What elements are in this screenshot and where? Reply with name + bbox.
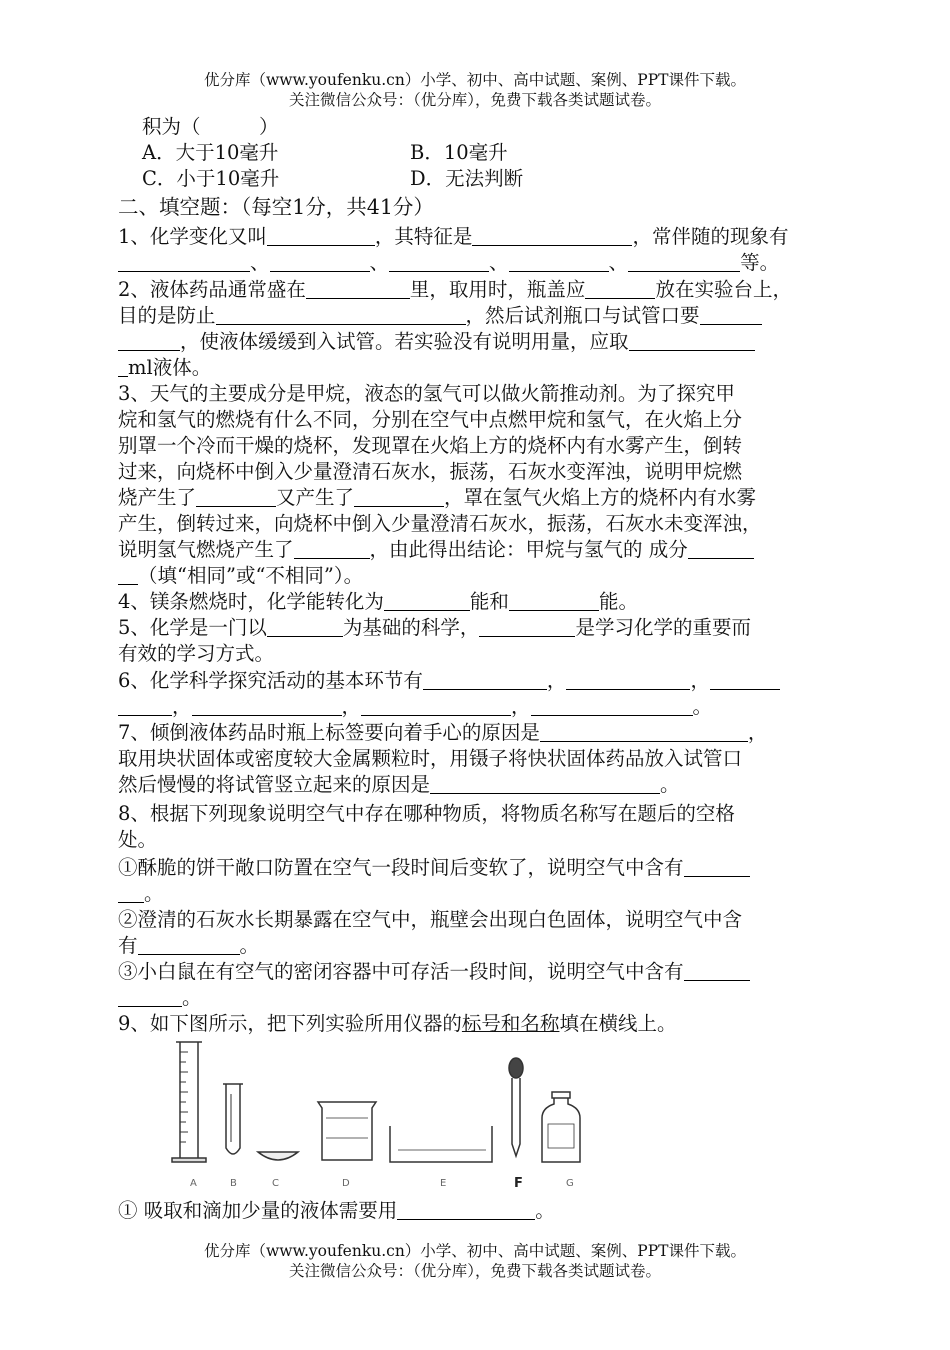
q3-line-1: 3、天气的主要成分是甲烷，液态的氢气可以做火箭推动剂。为了探究甲: [118, 382, 735, 405]
question-7-line-3: [118, 772, 680, 798]
option-c: C．小于10毫升: [142, 167, 280, 190]
q2-blank-5-cont[interactable]: [118, 357, 128, 377]
q2-blank-3[interactable]: [216, 305, 466, 325]
dropper: [509, 1058, 523, 1156]
q5-blank-1[interactable]: [267, 617, 343, 637]
reagent-bottle: [542, 1092, 580, 1162]
q8-blank-1-cont[interactable]: [118, 883, 144, 903]
q8-line-2: 处。: [118, 828, 158, 851]
q7-blank-2[interactable]: [430, 774, 660, 794]
q6-sep: ，: [690, 669, 710, 692]
q3-blank-1[interactable]: [196, 487, 276, 507]
q6-blank-2[interactable]: [566, 670, 690, 690]
q8-text-3: ③小白鼠在有空气的密闭容器中可存活一段时间，说明空气中含有: [118, 960, 684, 983]
page-footer: [0, 1241, 950, 1281]
q4-blank-1[interactable]: [384, 591, 470, 611]
q2-text-1: 2、液体药品通常盛在: [118, 278, 306, 301]
option-b: B．10毫升: [410, 141, 508, 164]
q3-text-8: （填“相同”或“不相同”）。: [138, 564, 364, 587]
q1-sep: 、: [608, 251, 629, 274]
evaporating-dish: [258, 1152, 298, 1160]
question-6: [118, 668, 780, 694]
q1-blank-1[interactable]: [267, 226, 375, 246]
question-5-line-2: 有效的学习方式。: [118, 642, 275, 665]
question-7-line-2: 取用块状固体或密度较大金属颗粒时，用镊子将快状固体药品放入试管口: [118, 747, 743, 770]
q8-line-1: 8、根据下列现象说明空气中存在哪种物质，将物质名称写在题后的空格: [118, 802, 735, 825]
q4-blank-2[interactable]: [509, 591, 599, 611]
q6-blank-3-cont[interactable]: [118, 696, 172, 716]
q8-item-2-line-2: [118, 933, 259, 959]
q1-sep: 、: [369, 251, 390, 274]
page-header: [0, 70, 950, 110]
footer-line-1: 优分库（www.youfenku.cn）小学、初中、高中试题、案例、PPT课件下载。: [203, 1242, 747, 1260]
q8-blank-2[interactable]: [138, 935, 240, 955]
header-line-1: 优分库（www.youfenku.cn）小学、初中、高中试题、案例、PPT课件下载。: [203, 71, 747, 89]
q2-blank-2[interactable]: [585, 279, 655, 299]
question-2-line-4: [118, 355, 211, 381]
footer-line-2: 关注微信公众号：（优分库），免费下载各类试题试卷。: [288, 1262, 661, 1280]
q3-line-5: [118, 485, 756, 511]
q1-end: 等。: [740, 251, 780, 274]
question-9: [118, 1011, 676, 1037]
q9-blank-1[interactable]: [397, 1200, 535, 1220]
q2-blank-4-cont[interactable]: [118, 331, 180, 351]
q6-blank-1[interactable]: [423, 670, 547, 690]
q3-text-7a: 说明氢气燃烧产生了: [118, 538, 294, 561]
question-1: [118, 224, 788, 250]
q9-underlined: 标号和名称: [461, 1012, 560, 1035]
q1-text-3: ，常伴随的现象有: [632, 225, 789, 248]
question-2: [118, 277, 792, 303]
q3-blank-2[interactable]: [354, 487, 444, 507]
q8-item-2: ②澄清的石灰水长期暴露在空气中，瓶壁会出现白色固体，说明空气中含: [118, 908, 743, 931]
q1-blank-2[interactable]: [472, 226, 632, 246]
q2-blank-1[interactable]: [306, 279, 410, 299]
q9-end: 。: [535, 1199, 555, 1222]
figure-label-c: C: [272, 1178, 279, 1189]
q3-line-7: [118, 537, 754, 563]
q6-end: 。: [692, 695, 713, 718]
q9-text-1: 9、如下图所示，把下列实验所用仪器的: [118, 1012, 462, 1035]
figure-label-f: F: [514, 1176, 523, 1191]
q6-blank-6[interactable]: [531, 696, 693, 716]
q8-dot: 。: [182, 986, 202, 1009]
q3-line-3: 别罩一个冷而干燥的烧杯，发现罩在火焰上方的烧杯内有水雾产生，倒转: [118, 434, 743, 457]
header-line-2: 关注微信公众号：（优分库），免费下载各类试题试卷。: [288, 91, 661, 109]
q2-text-6: ，使液体缓缓到入试管。若实验没有说明用量，应取: [180, 330, 629, 353]
q8-blank-1[interactable]: [684, 857, 750, 877]
q1-blank-7[interactable]: [628, 252, 740, 272]
q8-text-2b: 有: [118, 934, 138, 957]
q8-blank-3[interactable]: [684, 961, 750, 981]
figure-label-e: E: [440, 1178, 447, 1189]
q5-text-3: 是学习化学的重要而: [575, 616, 751, 639]
q8-item-1: [118, 855, 750, 881]
q2-text-5: ，然后试剂瓶口与试管口要: [465, 304, 700, 327]
q9-text-3: 填在横线上。: [559, 1012, 677, 1035]
q2-text-3: 放在实验台上，: [655, 278, 792, 301]
q8-item-1-line-2: [118, 881, 164, 907]
q3-text-7b: ，由此得出结论：甲烷与氢气的 成分: [369, 538, 688, 561]
apparatus-figure: [168, 1038, 608, 1196]
q3-blank-4[interactable]: [688, 539, 754, 559]
question-1-line-2: [118, 250, 779, 276]
q1-blank-6[interactable]: [509, 252, 609, 272]
q8-dot: 。: [144, 882, 164, 905]
figure-label-d: D: [342, 1178, 350, 1189]
q4-text-2: 能和: [469, 590, 509, 613]
q3-line-8: [118, 563, 363, 589]
q9-sub1-text: ① 吸取和滴加少量的液体需要用: [118, 1199, 398, 1222]
question-2-line-3: [118, 329, 755, 355]
q6-sep: ，: [341, 695, 362, 718]
q6-sep: ，: [511, 695, 531, 718]
question-2-line-2: [118, 303, 762, 329]
q2-text-7: ml液体。: [128, 356, 212, 379]
question-7: [118, 720, 767, 746]
q4-text-3: 能。: [598, 590, 638, 613]
q5-blank-2[interactable]: [479, 617, 575, 637]
question-4: [118, 589, 638, 615]
option-a: A．大于10毫升: [142, 141, 279, 164]
graduated-cylinder: [172, 1042, 206, 1162]
q8-item-3-line-2: [118, 985, 202, 1011]
figure-label-g: G: [566, 1178, 574, 1189]
q8-item-3: [118, 959, 750, 985]
q1-sep: 、: [250, 251, 270, 274]
test-tube: [223, 1084, 243, 1154]
q8-text-1: ①酥脆的饼干敞口防置在空气一段时间后变软了，说明空气中含有: [118, 856, 684, 879]
figure-label-b: B: [230, 1178, 237, 1189]
q6-sep: ，: [546, 669, 567, 692]
q3-line-4: 过来，向烧杯中倒入少量澄清石灰水，振荡，石灰水变浑浊，说明甲烷燃: [118, 460, 743, 483]
q1-blank-3[interactable]: [118, 252, 250, 272]
q7-text-2: ，: [747, 721, 768, 744]
q7-blank-1[interactable]: [540, 722, 748, 742]
q7-text-4: 然后慢慢的将试管竖立起来的原因是: [118, 773, 431, 796]
q4-text-1: 4、镁条燃烧时，化学能转化为: [118, 590, 384, 613]
q3-line-2: 烷和氢气的燃烧有什么不同，分别在空气中点燃甲烷和氢气，在火焰上分: [118, 408, 743, 431]
q2-blank-4[interactable]: [700, 305, 762, 325]
q1-text-1: 1、化学变化又叫: [118, 225, 267, 248]
q6-sep: ，: [172, 695, 192, 718]
q2-text-2: 里，取用时，瓶盖应: [409, 278, 586, 301]
q6-blank-5[interactable]: [361, 696, 511, 716]
option-d: D．无法判断: [410, 167, 524, 190]
q7-text-5: 。: [660, 773, 680, 796]
q2-text-4: 目的是防止: [118, 304, 216, 327]
q3-blank-4-cont[interactable]: [118, 565, 138, 585]
question-6-line-2: [118, 694, 712, 720]
prev-question-tail: 积为（ ）: [142, 115, 279, 138]
q6-text-1: 6、化学科学探究活动的基本环节有: [118, 669, 423, 692]
q3-blank-3[interactable]: [294, 539, 370, 559]
q5-text-2: 为基础的科学，: [342, 616, 480, 639]
q1-blank-5[interactable]: [389, 252, 489, 272]
q3-text-5b: 又产生了: [276, 486, 355, 509]
q9-sub-1: [118, 1198, 555, 1224]
q2-blank-5[interactable]: [629, 331, 755, 351]
q6-blank-3[interactable]: [710, 670, 780, 690]
q6-blank-4[interactable]: [192, 696, 342, 716]
beaker: [318, 1102, 376, 1160]
figure-label-a: A: [190, 1178, 197, 1189]
q7-text-1: 7、倾倒液体药品时瓶上标签要向着手心的原因是: [118, 721, 540, 744]
q3-line-6: 产生，倒转过来，向烧杯中倒入少量澄清石灰水，振荡，石灰水未变浑浊，: [118, 512, 762, 535]
q8-dot: 。: [239, 934, 260, 957]
section-title: 二、填空题：（每空1分，共41分）: [118, 195, 434, 219]
water-trough: [390, 1126, 492, 1162]
q3-text-5c: ，罩在氢气火焰上方的烧杯内有水雾: [444, 486, 757, 509]
question-5: [118, 615, 751, 641]
q1-text-2: ，其特征是: [374, 225, 473, 248]
q1-blank-4[interactable]: [270, 252, 370, 272]
q3-text-5a: 烧产生了: [118, 486, 197, 509]
q8-blank-3-cont[interactable]: [118, 987, 182, 1007]
q1-sep: 、: [489, 251, 509, 274]
q5-text-1: 5、化学是一门以: [118, 616, 267, 639]
